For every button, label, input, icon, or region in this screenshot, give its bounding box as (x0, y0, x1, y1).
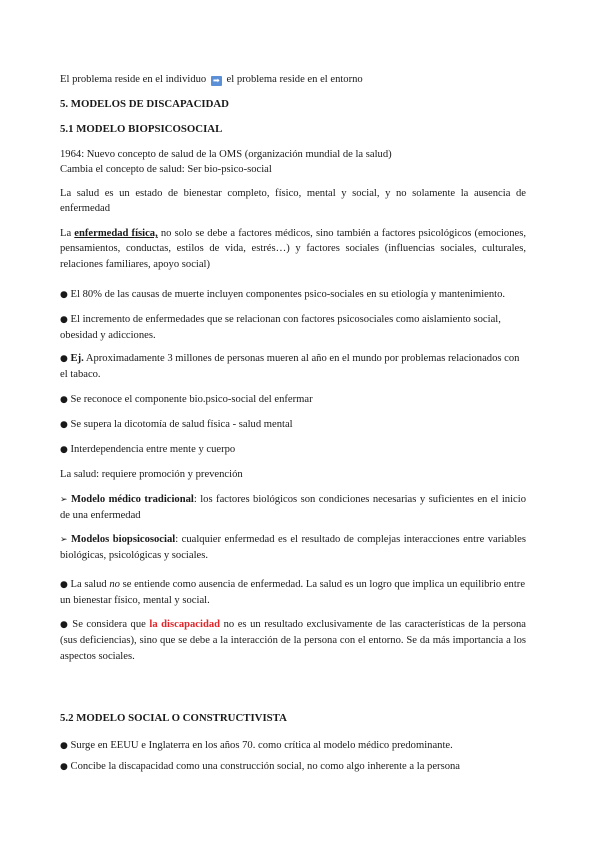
bullet-item-surge: ● Surge en EEUU e Inglaterra en los años 70. como crítica al modelo médico predominante. (60, 740, 453, 751)
intro-line: El problema reside en el individuo ➡ el problema reside en el entorno (60, 74, 363, 85)
section-heading-5: 5. MODELOS DE DISCAPACIDAD (60, 98, 229, 110)
arrow-item-modelo-biopsicosocial: ➢ Modelos biopsicosocial: cualquier enfermedad es el resultado de complejas interacciones entre variables biológicas, psicológicas y sociales. (60, 534, 526, 562)
bullet-icon: ● (60, 290, 68, 300)
bullet-icon: ● (60, 395, 68, 405)
bullet-item-80: ● El 80% de las causas de muerte incluyen componentes psico-sociales en su etiología y mantenimiento. (60, 289, 506, 300)
bullet-item-incremento: ● El incremento de enfermedades que se relacionan con factores psicosociales como aislamiento social, obesidad y adicciones. (60, 314, 501, 342)
bullet-icon: ● (60, 580, 68, 590)
bullet-item-discapacidad: ● Se considera que la discapacidad no es un resultado exclusivamente de las características de la persona (sus deficiencias), sino que se debe a la interacción de la persona con el entorno. Se da más importancia a los aspectos sociales. (60, 619, 527, 662)
paragraph-salud-definicion: La salud es un estado de bienestar completo, físico, mental y social, y no solamente la ausencia de enfermedad (60, 188, 526, 215)
paragraph-1964: 1964: Nuevo concepto de salud de la OMS (organización mundial de la salud) Cambia el concepto de salud: Ser bio-psico-social (60, 149, 392, 176)
right-arrow-icon: ➡ (211, 76, 222, 86)
bullet-icon: ● (60, 315, 68, 325)
section-heading-5-2: 5.2 MODELO SOCIAL O CONSTRUCTIVISTA (60, 712, 287, 724)
arrow-item-modelo-medico: ➢ Modelo médico tradicional: los factores biológicos son condiciones necesarias y suficientes en el inicio de una enfermedad (60, 494, 526, 522)
arrowhead-icon: ➢ (60, 495, 68, 505)
bullet-item-interdependencia: ● Interdependencia entre mente y cuerpo (60, 444, 236, 455)
bullet-item-concibe: ● Concibe la discapacidad como una construcción social, no como algo inherente a la persona (60, 761, 460, 772)
bullet-icon: ● (60, 445, 68, 455)
bullet-item-componente: ● Se reconoce el componente bio.psico-social del enfermar (60, 394, 313, 405)
bullet-icon: ● (60, 741, 68, 751)
bullet-item-salud-logro: ● La salud no se entiende como ausencia de enfermedad. La salud es un logro que implica un equilibrio entre un bienestar físico, mental y social. (60, 579, 526, 607)
bullet-item-dicotomia: ● Se supera la dicotomía de salud física - salud mental (60, 419, 293, 430)
bullet-icon: ● (60, 762, 68, 772)
arrowhead-icon: ➢ (60, 535, 68, 545)
section-heading-5-1: 5.1 MODELO BIOPSICOSOCIAL (60, 123, 223, 135)
bullet-icon: ● (60, 620, 69, 630)
bullet-item-ejemplo: ● Ej. Aproximadamente 3 millones de personas mueren al año en el mundo por problemas relacionados con el tabaco. (60, 353, 520, 381)
bullet-icon: ● (60, 420, 68, 430)
paragraph-promocion: La salud: requiere promoción y prevención (60, 469, 243, 480)
bullet-icon: ● (60, 354, 68, 364)
paragraph-enfermedad-fisica: La enfermedad física, no solo se debe a factores médicos, sino también a factores psicológicos (emociones, pensamientos, conductas, estilos de vida, estrés…) y factores sociales (influencias sociales, culturales, relaciones familiares, apoyo social) (60, 228, 526, 270)
